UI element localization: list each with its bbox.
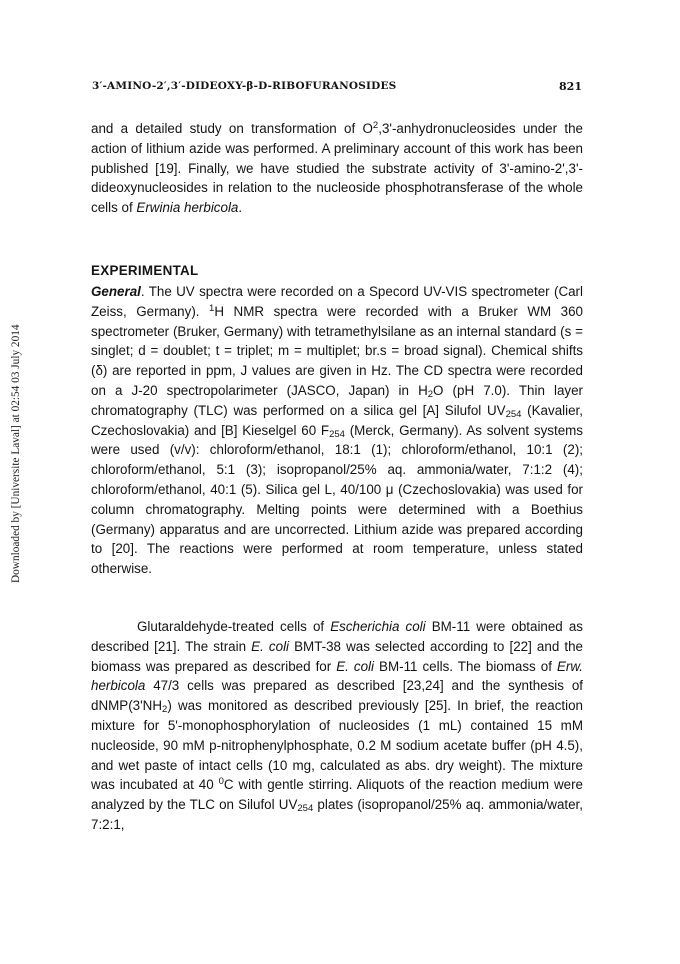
text-run: (Merck, Germany). As solvent systems were used (v/v): chloroform/ethanol, 18:1 (1); chloroform/ethanol, 10:1 (2); chloroform/ethanol, 5:1 (3); isopropanol/25% aq. ammonia/water, 7:1:2 (4); chloroform/ethanol, 40:1 (5). Silica gel L, 40/100 μ (Czechoslovakia) was used for column chromatography. Melting points were determined with a Boethius (Germany) apparatus and are uncorrected. Lithium azide was prepared according to [20]. The reactions were performed at room temperature, unless stated otherwise.	[91, 422, 583, 577]
text-run: BM-11 were obtained as described [21]. The strain	[91, 619, 583, 654]
general-paragraph	[91, 282, 583, 579]
text-run: C with gentle stirring. Aliquots of the reaction medium were analyzed by the TLC on Silufol UV	[91, 777, 583, 813]
download-watermark: Downloaded by [Universite Laval] at 02:54 03 July 2014	[10, 324, 22, 583]
subscript: 2	[162, 704, 168, 716]
running-header-title: 3′-AMINO-2′,3′-DIDEOXY-β-D-RIBOFURANOSIDES	[92, 80, 397, 92]
text-run: Glutaraldehyde-treated cells of	[137, 619, 331, 634]
text-run: H NMR spectra were recorded with a Bruker WM 360 spectrometer (Bruker, Germany) with tetramethylsilane as an internal standard (s = singlet; d = doublet; t = triplet; m = multiplet; br.s = broad signal). Chemical shifts (δ) are reported in ppm, J values are given in Hz. The CD spectra were recorded on a J-20 spectropolarimeter (JASCO, Japan) in H	[91, 303, 583, 398]
subscript: 254	[329, 428, 345, 440]
text-run: plates (isopropanol/25% aq. ammonia/water, 7:2:1,	[91, 797, 583, 832]
text-run: ,3'-anhydronucleosides under the action of lithium azide was performed. A preliminary account of this work has been published [19]. Finally, we have studied the substrate activity of 3'-amino-2',3'-dideoxynucleosides in relation to the nucleoside phosphotransferase of the whole cells of	[91, 121, 583, 216]
superscript: 1	[209, 302, 215, 314]
text-run: BM-11 cells. The biomass of	[374, 658, 557, 674]
section-heading-experimental: EXPERIMENTAL	[91, 263, 199, 278]
text-run: BMT-38 was selected according to [22] and the biomass was prepared as described for	[91, 638, 584, 674]
cells-paragraph	[91, 617, 583, 835]
text-run: 47/3 cells was prepared as described [23,24] and the synthesis of dNMP(3'NH	[91, 678, 583, 714]
organism-name: Escherichia coli	[330, 619, 426, 634]
superscript: 2	[372, 120, 379, 131]
subscript: 254	[505, 408, 522, 420]
run-in-heading-general: General	[91, 284, 141, 299]
text-run: . The UV spectra were recorded on a Specord UV-VIS spectrometer (Carl Zeiss, Germany).	[91, 284, 583, 319]
text-run: O (pH 7.0). Thin layer chromatography (TLC) was performed on a silica gel [A] Silufol UV	[91, 382, 584, 418]
text-run: .	[238, 200, 243, 216]
organism-name: Erw. herbicola	[91, 658, 583, 694]
organism-name: E. coli	[251, 638, 290, 654]
organism-name: Erwinia herbicola	[136, 200, 239, 216]
text-run: (Kavalier, Czechoslovakia) and [B] Kieselgel 60 F	[91, 402, 583, 438]
page-number: 821	[559, 80, 582, 93]
subscript: 2	[427, 388, 434, 400]
text-run: and a detailed study on transformation of O	[91, 121, 373, 136]
subscript: 254	[297, 803, 314, 815]
organism-name: E. coli	[336, 658, 374, 674]
intro-paragraph	[91, 119, 583, 218]
text-run: ) was monitored as described previously [25]. In brief, the reaction mixture for 5'-monophosphorylation of nucleosides (1 mL) contained 15 mM nucleoside, 90 mM p-nitrophenylphosphate, 0.2 M sodium acetate buffer (pH 4.5), and wet paste of intact cells (10 mg, calculated as abs. dry weight). The mixture was incubated at 40	[91, 698, 583, 793]
superscript: 0	[218, 776, 224, 788]
